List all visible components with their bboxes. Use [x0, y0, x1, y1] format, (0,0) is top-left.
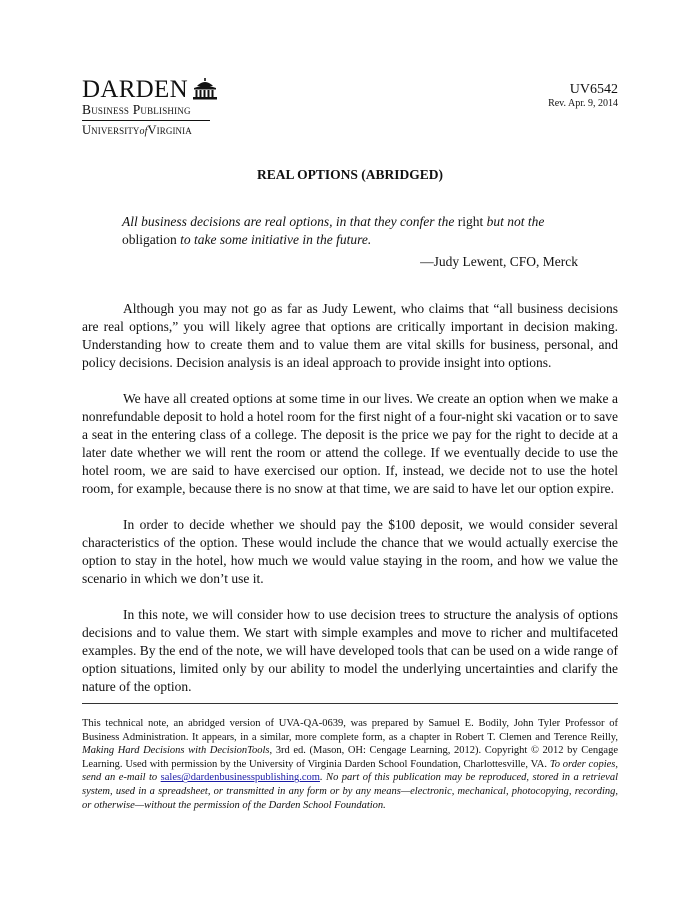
- epigraph-part3: to take some initiative in the future.: [176, 232, 372, 247]
- body-text: [82, 300, 618, 714]
- footnote-rights-text: . No part of this publication may be reproduced, stored in a retrieval system, used in a spreadsheet, or transmitted in any form or by any means—electronic, mechanical, photocopying, recording, or otherwise—without the permission of the Darden School Foundation.: [82, 772, 618, 811]
- logo-university-state: Virginia: [147, 123, 192, 137]
- email-link[interactable]: sales@dardenbusinesspublishing.com: [160, 772, 320, 784]
- paragraph-1: Although you may not go as far as Judy Lewent, who claims that “all business decisions are real options,” you will likely agree that options are critically important in decision making. Understanding how to create them and to value them are vital skills for business, personal, and policy decisions. Decision analysis is an ideal approach to provide insight into options.: [82, 301, 618, 370]
- footnote-divider: [82, 703, 618, 704]
- epigraph-attribution: —Judy Lewent, CFO, Merck: [420, 254, 578, 269]
- paragraph-2: We have all created options at some time in our lives. We create an option when we make a nonrefundable deposit to hold a hotel room for the first night of a four-night ski vacation or to save a seat in the entering class of a college. The deposit is the price we pay for the right to decide at a later date whether we will rent the room or attend the college. If we eventually decide to use the hotel room, we are said to have exercised our option. If, instead, we decide not to use the hotel room, for example, because there is no snow at that time, we are said to have let our option expire.: [82, 391, 618, 496]
- footnote-text-1: This technical note, an abridged version of UVA-QA-0639, was prepared by Samuel E. Bodily, John Tyler Professor of Business Administration. It appears, in a similar, more complete form, as a chapter in Robert T. Clemen and Terence Reilly,: [82, 718, 618, 743]
- footnote: [82, 717, 618, 812]
- paragraph-4: In this note, we will consider how to use decision trees to structure the analysis of options decisions and to value them. We start with simple examples and move to richer and multifaceted examples. By the end of the note, we will have developed tools that can be used on a wide range of option situations, limited only by our ability to model the underlying uncertainties and clarify the nature of the option.: [82, 607, 618, 694]
- footnote-book-title: Making Hard Decisions with DecisionTools: [82, 745, 270, 757]
- logo-university: [82, 123, 222, 139]
- footnote-order-text: To order copies, send an e-mail to: [82, 758, 618, 784]
- logo-university-main: University: [82, 123, 140, 137]
- logo-university-of: of: [139, 126, 148, 137]
- page-title: REAL OPTIONS (ABRIDGED): [256, 167, 444, 182]
- paragraph-3: In order to decide whether we should pay the $100 deposit, we would consider several characteristics of the option. These would include the chance that we would actually exercise the option to stay in the hotel, how much we would value staying in the room, and how we value the scenario in which we don’t use it.: [82, 517, 618, 586]
- logo-divider: [82, 120, 210, 121]
- epigraph-part1: All business decisions are real options, in that they confer the: [122, 214, 458, 229]
- document-id-block: [548, 82, 618, 110]
- logo-darden-text: DARDEN: [82, 76, 188, 103]
- footnote-text-2: , 3rd ed. (Mason, OH: Cengage Learning, 2012). Copyright © 2012 by Cengage Learning. Used with permission by the University of Virginia Darden School Foundation, Charlottesville, VA.: [82, 745, 618, 770]
- epigraph-quote: [122, 213, 578, 249]
- rotunda-icon: [192, 78, 218, 100]
- revision-date: Rev. Apr. 9, 2014: [548, 98, 618, 109]
- epigraph-obligation: obligation: [122, 232, 177, 247]
- epigraph-part2: but not the: [483, 214, 545, 229]
- document-number: UV6542: [569, 82, 618, 97]
- darden-logo: [82, 78, 222, 139]
- epigraph-right: right: [457, 214, 484, 229]
- logo-business-publishing: Business Publishing: [82, 102, 191, 117]
